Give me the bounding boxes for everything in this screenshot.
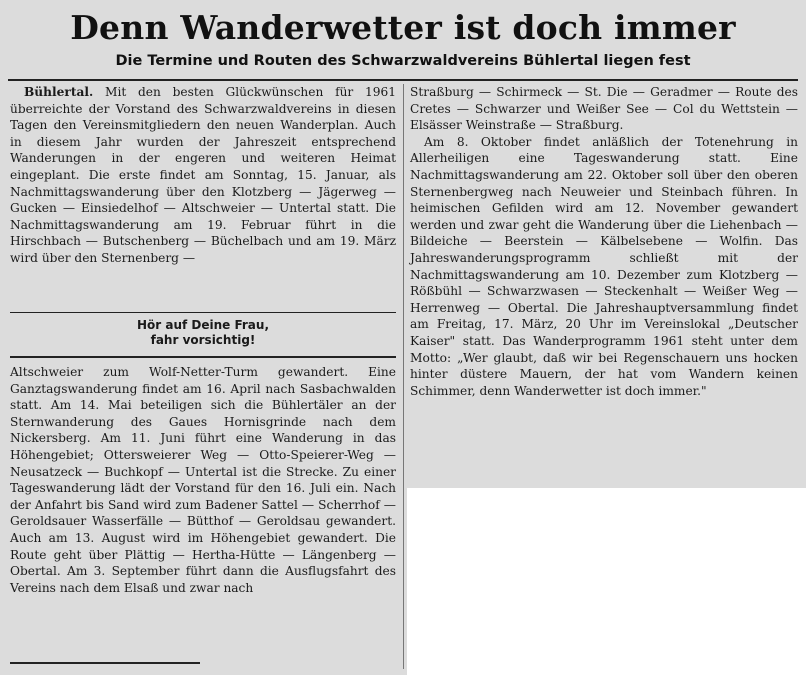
col2-para-2: Am 8. Oktober findet anläßlich der Totenehrung in Allerheiligen eine Tageswanderung statt. Eine Nachmittagswanderung am 22. Oktober soll über den oberen Sternenbergweg nach Neuweier und Steinbach führen. In heimischen Gefilden wird am 12. November gewandert werden und zwar geht die Wanderung über die Liehenbach — Bildeiche — Beerstein — Kälbelsebene — Wolfin. Das Jahreswanderungsprogramm schließt mit der Nachmittagswanderung am 10. Dezember zum Klotzberg — Rößbühl — Schwarzwasen — Steckenhalt — Weißer Weg — Herrenweg — Obertal. Die Jahreshauptversammlung findet am Freitag, 17. März, 20 Uhr im Vereinslokal „Deutscher Kaiser" statt. Das Wanderprogramm 1961 steht unter dem Motto: „Wer glaubt, daß wir bei Regenschauern uns hocken hinter düstere Mauern, der hat vom Wandern keinen Schimmer, denn Wanderwetter ist doch immer." [410,134,798,398]
subheadline: Die Termine und Routen des Schwarzwaldvereins Bühlertal liegen fest [115,53,691,69]
column-1-top [10,84,396,267]
headline: Denn Wanderwetter ist doch immer [70,8,736,47]
insert-rule-bottom [10,356,396,358]
col1-top-text: Mit den besten Glückwünschen für 1961 überreichte der Vorstand des Schwarzwaldvereins in diesen Tagen den Vereinsmitgliedern den neuen Wanderplan. Auch in diesem Jahr wurden der Jahreszeit entsprechend Wanderungen in der engeren und weiteren Heimat eingeplant. Die erste findet am Sonntag, 15. Januar, als Nachmittagswanderung über den Klotzberg — Jägerweg — Gucken — Einsiedelhof — Altschweier — Untertal statt. Die Nachmittagswanderung am 19. Februar führt in die Hirschbach — Butschenberg — Büchelbach und am 19. März wird über den Sternenberg — [10,85,396,265]
header-rule [8,79,798,81]
column-end-rule [10,662,200,664]
insert-line-2: fahr vorsichtig! [150,333,256,347]
column-2 [410,84,798,399]
insert-line-1: Hör auf Deine Frau, [136,318,270,332]
insert-rule-top [10,312,396,313]
col1-bottom-text: Altschweier zum Wolf-Netter-Turm gewandert. Eine Ganztagswanderung findet am 16. April nach Sasbachwalden statt. Am 14. Mai beteiligen sich die Bühlertäler an der Sternwanderung des Gaues Hornisgrinde nach dem Nickersberg. Am 11. Juni führt eine Wanderung in das Höhengebiet; Ottersweierer Weg — Otto-Speierer-Weg — Neusatzeck — Buchkopf — Untertal ist die Strecke. Zu einer Tageswanderung lädt der Vorstand für den 16. Juli ein. Nach der Anfahrt bis Sand wird zum Badener Sattel — Scherrhof — Geroldsauer Wasserfälle — Bütthof — Geroldsau gewandert. Auch am 13. August wird im Höhengebiet gewandert. Die Route geht über Plättig — Hertha-Hütte — Längenberg — Obertal. Am 3. September führt dann die Ausflugsfahrt des Vereins nach dem Elsaß und zwar nach [10,365,396,595]
column-1-bottom [10,364,396,596]
col2-para-1: Straßburg — Schirmeck — St. Die — Geradmer — Route des Cretes — Schwarzer und Weißer See — Col du Wettstein — Elsässer Weinstraße — Straßburg. [410,85,798,133]
dateline: Bühlertal. [24,85,94,99]
blank-area [407,488,806,675]
safety-insert [8,318,398,348]
column-divider [403,84,404,669]
